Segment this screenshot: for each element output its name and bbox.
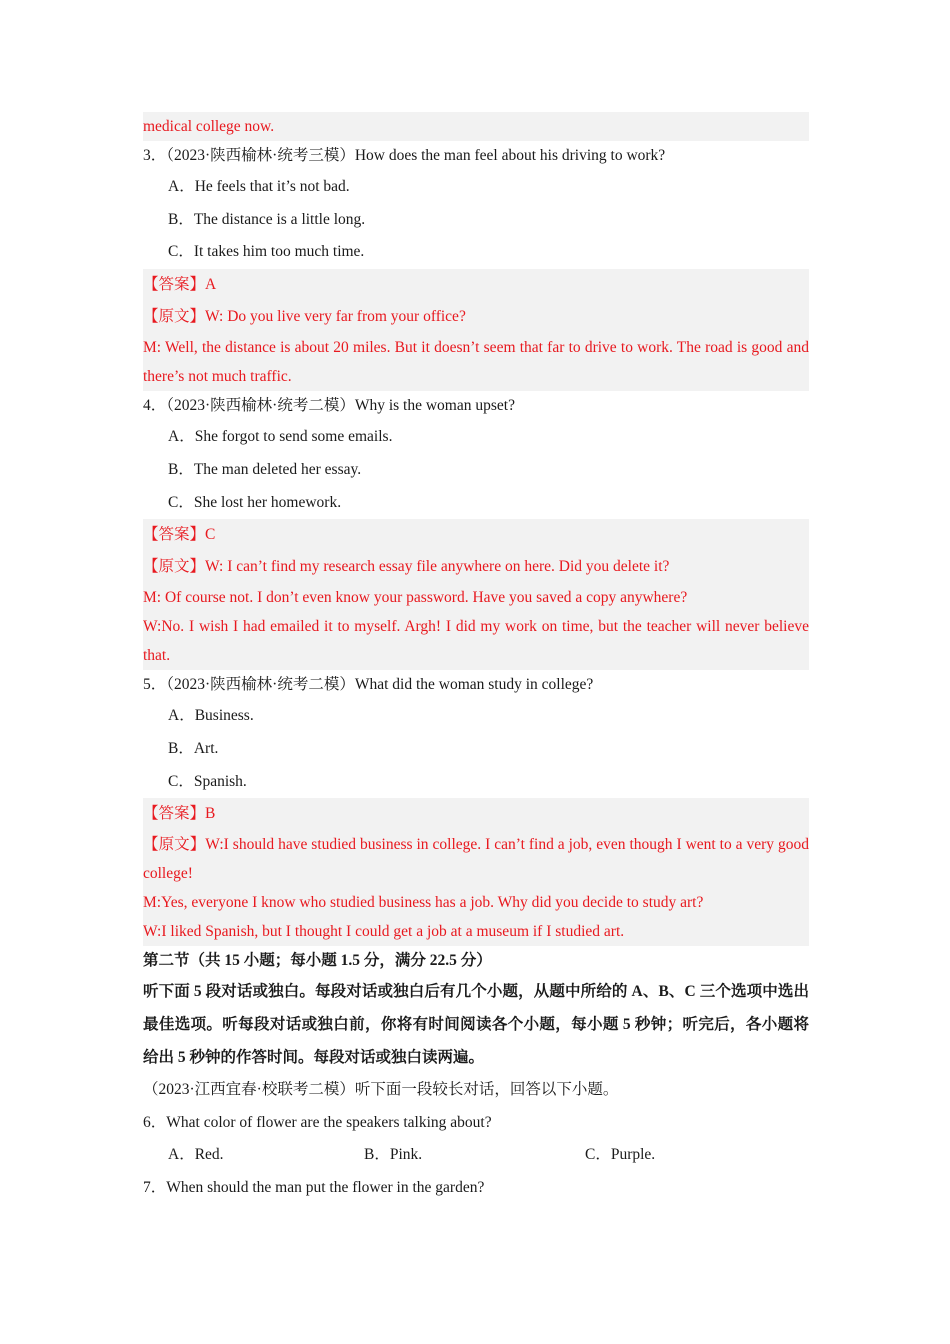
- transcript-line: 【原文】W:I should have studied business in college. I can’t find a job, even though I went to a very good college!: [143, 836, 809, 883]
- page-content: [143, 112, 809, 1205]
- section-instructions: 听下面 5 段对话或独白。每段对话或独白后有几个小题，从题中所给的 A、B、C 三个选项中选出最佳选项。听每段对话或独白前，你将有时间阅读各个小题，每小题 5 秒钟；听完后，各小题将给出 5 秒钟的作答时间。每段对话或独白读两遍。: [143, 983, 809, 1066]
- transcript-line: M: Of course not. I don’t even know your password. Have you saved a copy anywhere?: [143, 589, 688, 607]
- question-stem: 5．（2023·陕西榆林·统考二模）What did the woman study in college?: [143, 676, 594, 694]
- transcript-line: W:I liked Spanish, but I thought I could get a job at a museum if I studied art.: [143, 923, 625, 941]
- option-b: B．Pink.: [364, 1146, 423, 1164]
- section-source: （2023·江西宜春·校联考二模）听下面一段较长对话，回答以下小题。: [143, 1081, 619, 1099]
- question-5: [143, 670, 809, 946]
- transcript-line: 【原文】W: I can’t find my research essay file anywhere on here. Did you delete it?: [143, 558, 670, 576]
- transcript-line: 【原文】W: Do you live very far from your office?: [143, 308, 466, 326]
- options-row: [143, 1139, 809, 1172]
- option-a: A．She forgot to send some emails.: [168, 428, 393, 446]
- answer-block: [143, 269, 809, 391]
- question-stem: 7．When should the man put the flower in the garden?: [143, 1179, 485, 1196]
- question-stem: 6．What color of flower are the speakers talking about?: [143, 1113, 492, 1131]
- option-c: C．It takes him too much time.: [168, 243, 365, 261]
- answer-block-fragment: [143, 112, 809, 141]
- answer-label: 【答案】A: [143, 276, 217, 294]
- option-a: A．He feels that it’s not bad.: [168, 178, 350, 195]
- answer-label: 【答案】C: [143, 526, 216, 544]
- question-6: [143, 1107, 809, 1172]
- question-7: [143, 1172, 809, 1205]
- option-c: C．Spanish.: [168, 772, 247, 790]
- transcript-fragment: medical college now.: [143, 118, 275, 135]
- option-b: B．The man deleted her essay.: [168, 460, 362, 478]
- question-4: [143, 391, 809, 670]
- transcript-line: M:Yes, everyone I know who studied business has a job. Why did you decide to study art?: [143, 894, 704, 912]
- answer-label: 【答案】B: [143, 805, 216, 823]
- question-3: [143, 141, 809, 391]
- option-b: B．Art.: [168, 739, 219, 757]
- option-a: A．Business.: [168, 707, 254, 725]
- option-c: C．She lost her homework.: [168, 493, 342, 511]
- option-b: B．The distance is a little long.: [168, 210, 366, 228]
- section-two: [143, 946, 809, 1106]
- answer-block: [143, 798, 809, 946]
- transcript-line: W:No. I wish I had emailed it to myself. Argh! I did my work on time, but the teacher will never believe that.: [143, 618, 809, 665]
- question-stem: 3．（2023·陕西榆林·统考三模）How does the man feel about his driving to work?: [143, 147, 666, 164]
- option-c: C．Purple.: [585, 1146, 656, 1164]
- answer-block: [143, 519, 809, 670]
- option-a: A．Red.: [168, 1146, 224, 1164]
- transcript-line: M: Well, the distance is about 20 miles. But it doesn’t seem that far to drive to work. The road is good and there’s not much traffic.: [143, 339, 809, 386]
- section-title: 第二节（共 15 小题；每小题 1.5 分，满分 22.5 分）: [143, 952, 492, 970]
- question-stem: 4．（2023·陕西榆林·统考二模）Why is the woman upset?: [143, 397, 515, 415]
